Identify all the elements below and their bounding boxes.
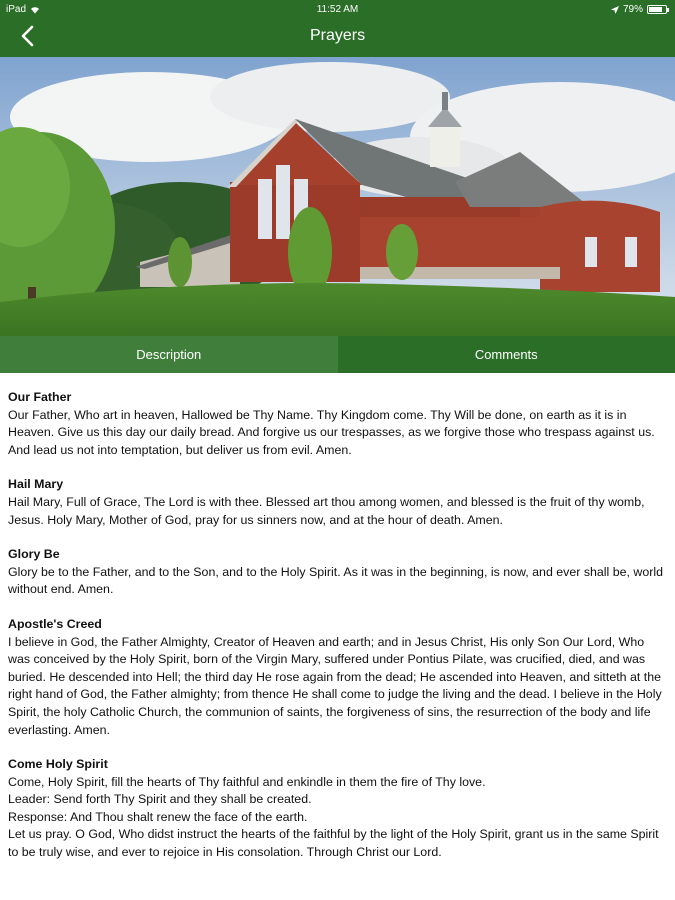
navigation-bar — [0, 0, 675, 57]
prayer-section — [8, 476, 668, 529]
page-title: Prayers — [309, 27, 366, 44]
prayer-text: Come, Holy Spirit, fill the hearts of Thy faithful and enkindle in them the fire of Thy love. — [8, 774, 486, 789]
prayer-section — [8, 616, 668, 739]
prayer-title: Glory Be — [8, 547, 60, 562]
segmented-tabs — [0, 336, 675, 373]
status-time: 11:52 AM — [316, 4, 359, 15]
prayer-text: Our Father, Who art in heaven, Hallowed be Thy Name. Thy Kingdom come. Thy Will be done, on earth as it is in Heaven. Give us this day our daily bread. And forgive us our trespasses, as we forgive those who trespass against us. And lead us not into temptation, but deliver us from evil. Amen. — [8, 407, 655, 457]
prayer-text: Glory be to the Father, and to the Son, and to the Holy Spirit. As it was in the beginning, is now, and ever shall be, world without end. Amen. — [8, 564, 664, 597]
status-bar — [0, 0, 675, 20]
status-right — [611, 4, 667, 15]
prayer-text: Hail Mary, Full of Grace, The Lord is with thee. Blessed art thou among women, and blessed is the fruit of thy womb, Jesus. Holy Mary, Mother of God, pray for us sinners now, and at the hour of death. Amen. — [8, 494, 645, 527]
prayer-section — [8, 389, 668, 459]
prayer-title: Our Father — [8, 390, 72, 404]
prayer-text: Let us pray. O God, Who didst instruct the hearts of the faithful by the light of the Holy Spirit, grant us in the same Spirit to be truly wise, and ever to rejoice in His consolation. Through Christ our Lord. — [8, 827, 659, 860]
prayer-text: Leader: Send forth Thy Spirit and they shall be created. — [8, 792, 312, 807]
prayer-title: Come Holy Spirit — [8, 757, 108, 772]
prayer-section — [8, 756, 668, 862]
battery-icon — [647, 5, 667, 14]
device-name: iPad — [6, 4, 27, 15]
battery-percent: 79% — [622, 4, 643, 15]
tab-description[interactable]: Description — [0, 336, 338, 373]
battery-fill — [649, 7, 662, 12]
tab-comments[interactable]: Comments — [338, 336, 675, 373]
prayer-title: Hail Mary — [8, 477, 64, 492]
church-photo — [0, 57, 675, 336]
location-arrow-icon — [611, 6, 619, 14]
prayer-section — [8, 546, 668, 599]
prayers-list — [8, 389, 668, 879]
prayer-text: I believe in God, the Father Almighty, Creator of Heaven and earth; and in Jesus Christ, His only Son Our Lord, Who was conceived by the Holy Spirit, born of the Virgin Mary, suffered under Pontius Pilate, was crucified, died, and was buried. He descended into Hell; the third day He rose again from the dead; He ascended into Heaven, and sitteth at the right hand of God, the Father almighty; from thence He shall come to judge the living and the dead. I believe in the Holy Spirit, the holy Catholic Church, the communion of saints, the forgiveness of sins, the resurrection of the body and life everlasting. Amen. — [8, 634, 662, 737]
prayer-title: Apostle's Creed — [8, 616, 102, 631]
prayer-text: Response: And Thou shalt renew the face of the earth. — [8, 809, 308, 824]
